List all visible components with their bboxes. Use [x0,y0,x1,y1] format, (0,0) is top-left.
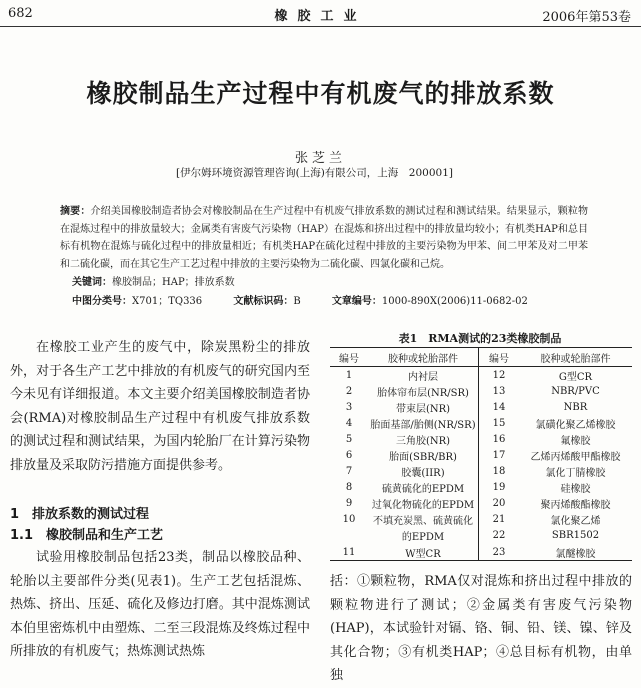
table-cell: 16 [492,433,506,445]
table-cell: 胶囊(IIR) [368,464,479,480]
table-cell: 聚丙烯酸酯橡胶 [540,500,611,512]
table-row [330,367,632,384]
table-cell: 胎面基部/胎侧(NR/SR) [368,415,479,431]
table-cell: 5 [345,433,353,445]
article-title: 橡胶制品生产过程中有机废气的排放系数 [86,79,555,108]
affiliation: [伊尔姆环境资源管理咨询(上海)有限公司，上海 200001] [176,167,453,179]
table-cell: 硅橡胶 [560,484,591,496]
table-cell: SBR1502 [551,530,600,542]
table-cell: 18 [492,466,506,478]
table-cell: W型CR [368,544,479,561]
table-header-cell: 胶种或轮胎部件 [368,348,479,367]
table-cell: G型CR [558,371,593,383]
table-cell: 内衬层 [368,367,479,384]
table-row [330,528,632,544]
table-cell: 三角胶(NR) [368,431,479,447]
table-cell: 的EPDM [368,528,479,544]
table-cell: 乙烯丙烯酸甲酯橡胶 [530,452,621,464]
table-cell [330,528,368,544]
section-heading-1-1: 1.1 橡胶制品和生产工艺 [10,528,164,543]
abstract [60,203,588,273]
table-row [330,544,632,561]
running-header [0,0,641,27]
table-cell: 23 [479,544,520,561]
right-column-paragraph: 括：①颗粒物，RMA仅对混炼和挤出过程中排放的颗粒物进行了测试；②金属类有害废气污染物(HAP)，本试验针对镉、铬、铜、铅、镁、镍、锌及其化合物；③有机类HAP；④总目标有机物，由单独 [330,574,632,683]
doc-code-label: 文献标识码： [233,296,294,307]
table-row [330,447,632,463]
table-row [330,464,632,480]
table-cell: 氯化聚乙烯 [550,516,601,528]
table-cell: 13 [492,385,506,397]
table-cell: NBR [563,401,588,413]
intro-paragraph: 在橡胶工业产生的废气中，除炭黑粉尘的排放外，对于各生产工艺中排放的有机废气的研究国内至今未见有详细报道。本文主要介绍美国橡胶制造者协会(RMA)对橡胶制品生产过程中有机废气排放系数的测试过程和测试结果，为国内轮胎厂在计算污染物排放量及采取防污措施方面提供参考。 [10,340,310,473]
table-cell: 6 [345,450,353,462]
abstract-label: 摘要： [60,206,91,217]
table-cell: 21 [492,514,506,526]
table-cell: 9 [345,498,353,510]
article-number-value: 1000-890X(2006)11-0682-02 [381,296,528,307]
table-cell: 硫黄硫化的EPDM [368,480,479,496]
table-header-cell: 编号 [479,348,520,367]
table-cell: NBR/PVC [551,385,600,397]
table-row [330,496,632,512]
table-header-cell: 编号 [330,348,368,367]
table-cell: 15 [492,417,506,429]
table-cell: 胎体帘布层(NR/SR) [368,383,479,399]
doc-code-value: B [293,296,301,307]
clc-value: X701；TQ336 [132,296,203,307]
section-heading-1: 1 排放系数的测试过程 [10,507,150,522]
table-cell: 8 [345,482,353,494]
table-row [330,431,632,447]
issue-info: 2006年第53卷 [542,10,631,25]
table-header-row [330,348,632,367]
table-row [330,399,632,415]
table-header-cell: 胶种或轮胎部件 [519,348,632,367]
paragraph-products: 试验用橡胶制品包括23类，制品以橡胶品种、轮胎以主要部件分类(见表1)。生产工艺包括混炼、热炼、挤出、压延、硫化及修边打磨。其中混炼测试本伯里密炼机中由塑炼、二至三段混炼及终炼过程中所排放的有机废气；热炼测试热炼 [10,550,310,659]
clc-label: 中图分类号： [72,296,132,307]
table-cell: 3 [345,401,353,413]
table-cell: 10 [342,514,356,526]
table-cell: 7 [345,466,353,478]
table-cell: 氟橡胶 [560,435,591,447]
table-cell: 20 [492,498,506,510]
table-cell: 22 [492,530,506,542]
author: 张芝兰 [294,151,346,166]
keywords [72,273,235,288]
keywords-label: 关键词： [72,277,112,288]
table-cell: 过氧化物硫化的EPDM [368,496,479,512]
table-cell: 1 [345,369,353,381]
table-cell: 4 [345,417,353,429]
journal-name: 橡胶工业 [274,9,367,24]
table-row [330,383,632,399]
table-cell: 17 [492,450,506,462]
page-number: 682 [8,6,33,21]
table-cell: 氯醚橡胶 [519,544,632,561]
table-row [330,415,632,431]
products-table [330,347,632,561]
table-cell: 14 [492,401,506,413]
table-cell: 19 [492,482,506,494]
table-row [330,480,632,496]
table-cell: 氯化丁腈橡胶 [545,468,606,480]
table-cell: 氯磺化聚乙烯橡胶 [535,419,616,431]
table-row [330,512,632,528]
classification-line [72,292,556,307]
table-cell: 胎面(SBR/BR) [368,447,479,463]
table-cell: 不填充炭黑、硫黄硫化 [368,512,479,528]
table-cell: 带束层(NR) [368,399,479,415]
article-number-label: 文章编号： [331,296,382,307]
keywords-text: 橡胶制品；HAP；排放系数 [112,277,235,288]
table-cell: 11 [330,544,368,561]
table-cell: 12 [492,369,506,381]
abstract-text: 介绍美国橡胶制造者协会对橡胶制品在生产过程中有机废气排放系数的测试过程和测试结果。结果显示，颗粒物在混炼过程中的排放量较大；金属类有害废气污染物（HAP）在混炼和挤出过程中的排放量均较小；有机类HAP和总目标有机物在混炼与硫化过程中的排放量相近；有机类HAP在硫化过程中排放的主要污染物为甲苯、间二甲苯及对二甲苯和二硫化碳，而在其它生产工艺过程中排放的主要污染物为二硫化碳、四氯化碳和己烷。 [60,206,589,270]
table-caption: 表1 RMA测试的23类橡胶制品 [398,332,562,345]
table-cell: 2 [345,385,353,397]
